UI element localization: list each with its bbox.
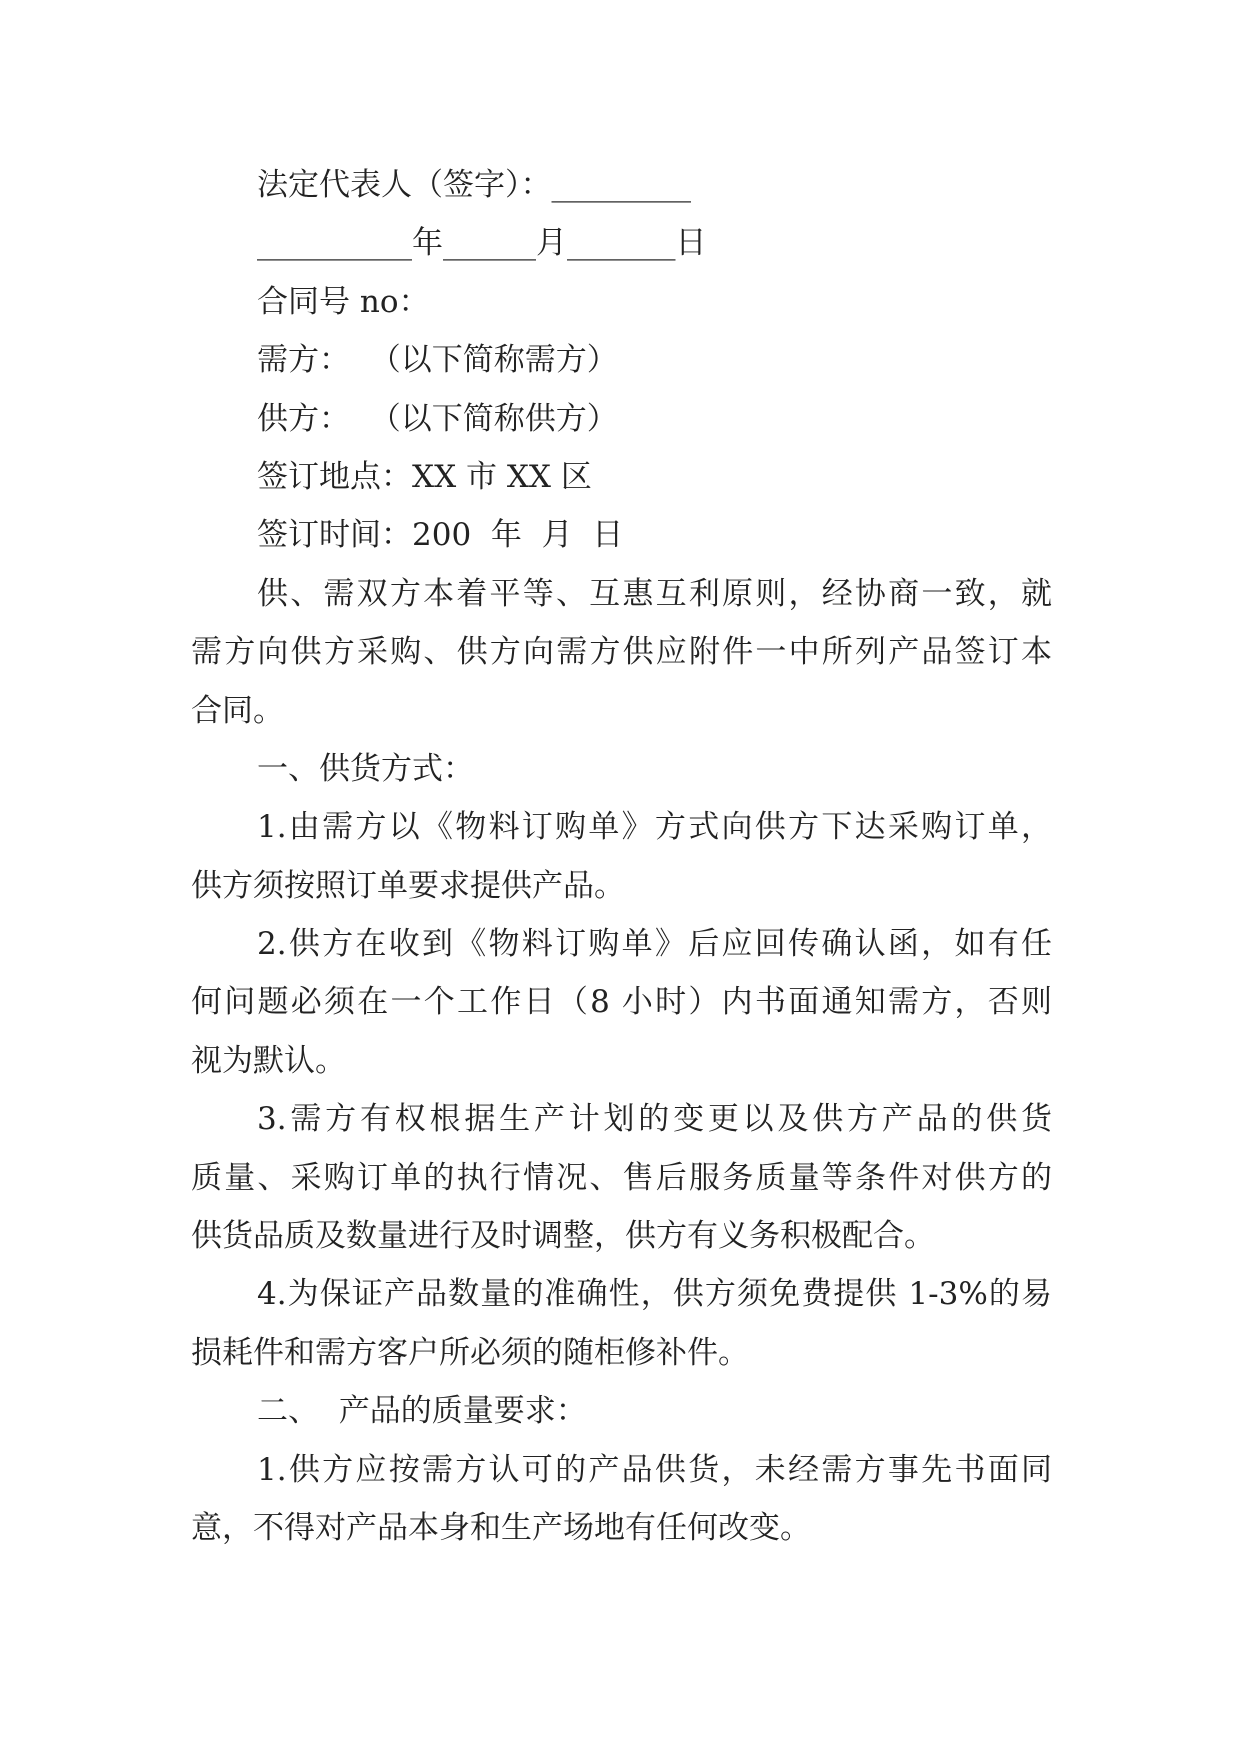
contract-number: 合同号 no：	[257, 283, 430, 320]
clause-1-1	[191, 798, 1052, 915]
paragraph-line: 需方向供方采购、供方向需方供应附件一中所列产品签订本	[191, 634, 1052, 671]
supplier-line: 供方： （以下简称供方）	[257, 400, 618, 437]
section-heading-quality-requirements: 二、 产品的质量要求：	[257, 1393, 587, 1430]
paragraph-line: 视为默认。	[191, 1042, 346, 1079]
document-body	[191, 156, 1052, 1557]
legal-representative-signature-line: 法定代表人（签字）：_________	[257, 167, 691, 203]
paragraph-line: 损耗件和需方客户所必须的随柜修补件。	[191, 1334, 749, 1371]
signing-time: 签订时间：200 年 月 日	[257, 517, 624, 554]
paragraph-line: 3.需方有权根据生产计划的变更以及供方产品的供货	[257, 1101, 1052, 1138]
clause-1-4	[191, 1265, 1052, 1382]
paragraph-line: 供、需双方本着平等、互惠互利原则，经协商一致，就	[257, 575, 1052, 612]
paragraph-line: 2.供方在收到《物料订购单》后应回传确认函，如有任	[257, 926, 1052, 963]
clause-2-1	[191, 1441, 1052, 1558]
paragraph-line: 供货品质及数量进行及时调整，供方有义务积极配合。	[191, 1218, 935, 1255]
signing-place: 签订地点：XX 市 XX 区	[257, 458, 592, 495]
paragraph-line: 合同。	[191, 692, 284, 729]
paragraph-line: 1.供方应按需方认可的产品供货，未经需方事先书面同	[257, 1451, 1052, 1488]
clause-1-3	[191, 1090, 1052, 1265]
paragraph-line: 质量、采购订单的执行情况、售后服务质量等条件对供方的	[191, 1159, 1052, 1196]
clause-1-2	[191, 915, 1052, 1090]
paragraph-line: 供方须按照订单要求提供产品。	[191, 867, 625, 904]
preamble-paragraph	[191, 565, 1052, 740]
paragraph-line: 4.为保证产品数量的准确性，供方须免费提供 1-3%的易	[257, 1276, 1052, 1313]
paragraph-line: 何问题必须在一个工作日（8 小时）内书面通知需方，否则	[191, 984, 1052, 1021]
buyer-line: 需方： （以下简称需方）	[257, 342, 618, 379]
paragraph-line: 1.由需方以《物料订购单》方式向供方下达采购订单，	[257, 809, 1052, 846]
signature-date-line: __________年______月_______日	[257, 225, 707, 262]
paragraph-line: 意，不得对产品本身和生产场地有任何改变。	[191, 1509, 811, 1546]
section-heading-supply-method: 一、供货方式：	[257, 750, 474, 787]
